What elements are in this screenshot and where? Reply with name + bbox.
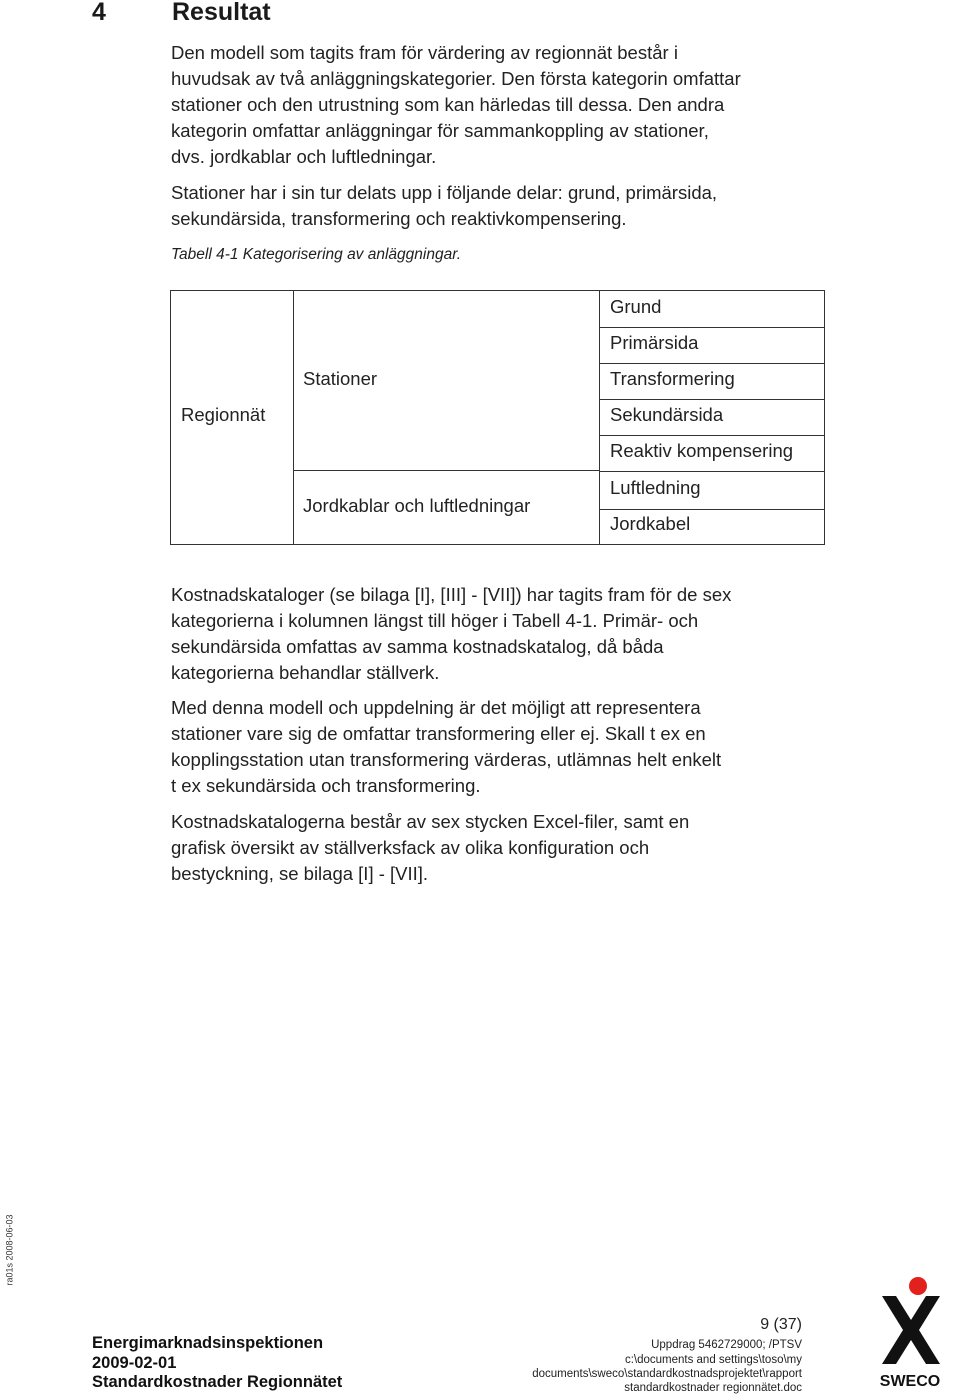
table-divider — [599, 363, 824, 364]
text-line: stationer och den utrustning som kan härledas till dessa. Den andra — [171, 94, 725, 115]
table-divider — [599, 435, 824, 436]
category-table — [170, 290, 825, 545]
text-line: Stationer har i sin tur delats upp i följande delar: grund, primärsida, — [171, 182, 718, 203]
text-line: sekundärsida, transformering och reaktivkompensering. — [171, 208, 627, 229]
table-cell-item: Reaktiv kompensering — [610, 440, 794, 461]
body-paragraph-4 — [171, 695, 811, 799]
table-divider — [293, 291, 294, 544]
sweco-logo-icon — [868, 1276, 952, 1392]
table-divider — [599, 399, 824, 400]
intro-paragraph-2 — [171, 180, 811, 232]
text-line: t ex sekundärsida och transformering. — [171, 775, 481, 796]
table-cell-ledningar: Jordkablar och luftledningar — [303, 495, 531, 516]
section-number: 4 — [92, 0, 106, 26]
table-cell-item: Grund — [610, 296, 662, 317]
logo-wordmark: SWECO — [879, 1373, 941, 1390]
section-heading — [92, 0, 271, 27]
table-divider — [599, 291, 600, 544]
sweco-logo — [868, 1276, 952, 1392]
table-cell-stationer: Stationer — [303, 368, 378, 389]
text-line: sekundärsida omfattas av samma kostnadskatalog, då båda — [171, 636, 664, 657]
table-divider — [293, 470, 599, 471]
body-paragraph-3 — [171, 582, 811, 686]
table-cell-root: Regionnät — [181, 404, 266, 425]
text-line: Med denna modell och uppdelning är det möjligt att representera — [171, 697, 701, 718]
intro-paragraph-1 — [171, 40, 811, 170]
table-cell-item: Sekundärsida — [610, 404, 724, 425]
text-line: bestyckning, se bilaga [I] - [VII]. — [171, 863, 429, 884]
table-cell-item: Transformering — [610, 368, 735, 389]
text-line: kategorin omfattar anläggningar för sammankoppling av stationer, — [171, 120, 709, 141]
text-line: Kostnadskatalogerna består av sex stycken Excel-filer, samt en — [171, 811, 690, 832]
table-divider — [599, 509, 824, 510]
table-divider — [599, 471, 824, 472]
table-cell-item: Jordkabel — [610, 513, 691, 534]
text-line: dvs. jordkablar och luftledningar. — [171, 146, 437, 167]
footer-ref-line: standardkostnader regionnätet.doc — [624, 1382, 802, 1394]
footer-ref-line: Uppdrag 5462729000; /PTSV — [651, 1339, 802, 1351]
footer-ref-line: c:\documents and settings\toso\my — [624, 1354, 802, 1366]
text-line: grafisk översikt av ställverksfack av olika konfiguration och — [171, 837, 650, 858]
text-line: kopplingsstation utan transformering värderas, utlämnas helt enkelt — [171, 749, 722, 770]
text-line: stationer vare sig de omfattar transformering eller ej. Skall t ex en — [171, 723, 706, 744]
body-paragraph-5 — [171, 809, 811, 887]
text-line: Kostnadskataloger (se bilaga [I], [III] - [VII]) har tagits fram för de sex — [171, 584, 732, 605]
table-cell-item: Primärsida — [610, 332, 699, 353]
text-line: huvudsak av två anläggningskategorier. Den första kategorin omfattar — [171, 68, 741, 89]
footer-ref-line: documents\sweco\standardkostnadsprojektet\rapport — [532, 1368, 802, 1380]
section-title: Resultat — [172, 0, 271, 26]
text-line: kategorierna behandlar ställverk. — [171, 662, 440, 683]
footer-doc-title: Standardkostnader Regionnätet — [92, 1373, 343, 1391]
footer-date: 2009-02-01 — [92, 1354, 177, 1372]
footer-org: Energimarknadsinspektionen — [92, 1334, 324, 1352]
table-divider — [599, 327, 824, 328]
table-cell-item: Luftledning — [610, 477, 701, 498]
text-line: Den modell som tagits fram för värdering av regionnät består i — [171, 42, 678, 63]
text-line: kategorierna i kolumnen längst till höger i Tabell 4-1. Primär- och — [171, 610, 699, 631]
page-number: 9 (37) — [760, 1316, 802, 1333]
side-label: ra01s 2008-06-03 — [4, 1214, 15, 1286]
table-caption: Tabell 4-1 Kategorisering av anläggningar. — [171, 246, 462, 263]
